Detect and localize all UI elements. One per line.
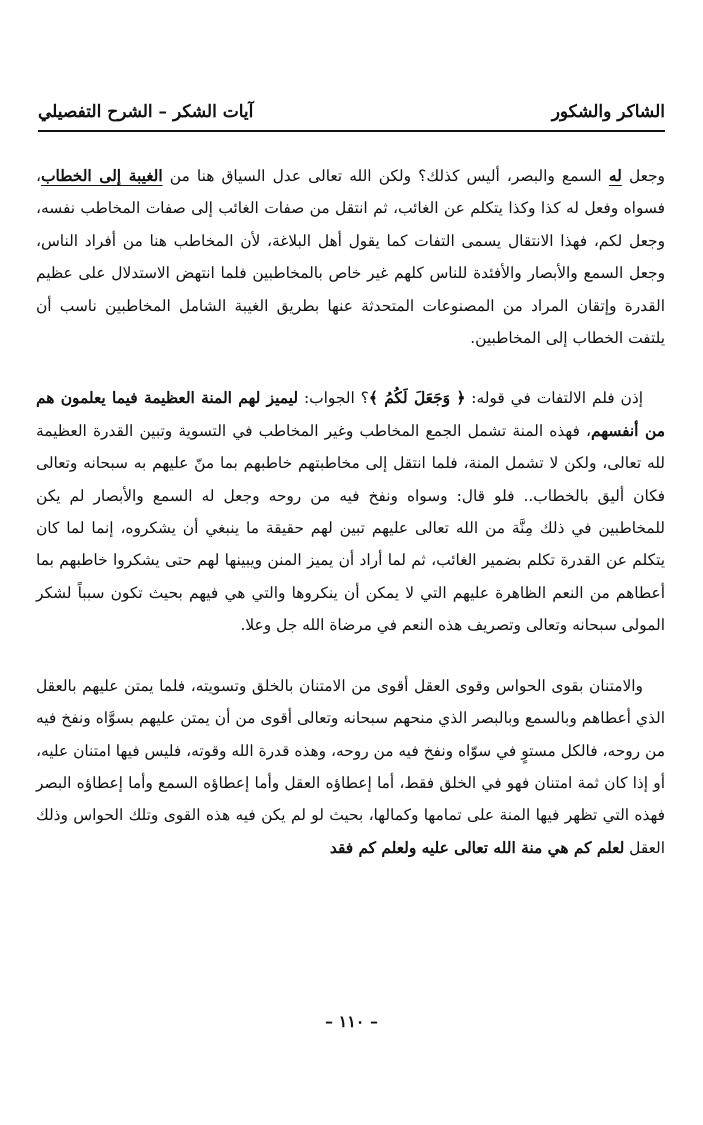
underlined-term: له [608,167,622,185]
bold-answer: ليميز لهم المنة العظيمة فيما يعلمون هم من أنفسهم [36,389,665,440]
page-number: – ١١٠ – [325,1012,378,1031]
paragraph-3: والامتنان بقوى الحواس وقوى العقل أقوى من الامتنان بالخلق وتسويته، فلما يمتن عليهم بالعقل الذي أعطاهم وبالسمع وبالبصر الذي منحهم سبحانه وتعالى أقوى من أن يمتن عليهم بسوَّاه ونفخ فيه من روحه، فالكل مستوٍ في سوّاه ونفخ فيه من روحه، وهذه قدرة الله وقوته، فليس فيها امتنان عليه، أو إذا كان ثمة امتنان فهو في الخلق فقط، أما إعطاؤه العقل وأما إعطاؤه السمع وأما إعطاؤه البصر فهذه التي تظهر فيها المنة على تمامها وكمالها، بحيث لو لم يكن فيه هذه القوى وتلك الحواس وذلك العقل لعلم كم هي منة الله تعالى عليه ولعلم كم فقد [36,676,665,857]
running-header [38,98,665,132]
paragraph-1: وجعل له السمع والبصر، أليس كذلك؟ ولكن الله تعالى عدل السياق هنا من الغيبة إلى الخطاب، فسواه وفعل له كذا وكذا يتكلم عن الغائب، ثم انتقل من صفات الغائب إلى صفات المخاطب نفسه، وجعل لكم، فهذا الانتقال يسمى التفات كما يقول أهل البلاغة، لأن المخاطب هنا من أفراد الناس، وجعل السمع والأبصار والأفئدة للناس كلهم غير خاص بالمخاطبين فلما انتهض الاستدلال على عظيم القدرة وإتقان المراد من المصنوعات المتحدثة عنها بطريق الغيبة الشامل المخاطبين ناسب أن يلتفت الخطاب إلى المخاطبين. [36,167,665,348]
section-title: آيات الشكر – الشرح التفصيلي [38,102,254,122]
paragraph-2: إذن فلم الالتفات في قوله: ﴿ وَجَعَلَ لَكُمُ ﴾؟ الجواب: ليميز لهم المنة العظيمة فيما يعلمون هم من أنفسهم، فهذه المنة تشمل الجمع المخاطب وغير المخاطب في التسوية وتبين القدرة العظيمة لله تعالى، ولكن لا تشمل المنة، فلما انتقل إلى مخاطبتهم خاطبهم بما منّ عليهم به سبحانه وتعالى فكان أليق بالخطاب.. فلو قال: وسواه ونفخ فيه من روحه وجعل له السمع والأبصار لم يكن للمخاطبين في ذلك مِنَّة من الله تعالى عليهم تبين لهم حقيقة ما ينبغي أن يشكروه، إنما لما كان يتكلم عن القدرة تكلم بضمير الغائب، ثم لما أراد أن يميز المنن ويبينها لهم حتى يشكروا خاطبهم بما أعطاهم من النعم الظاهرة عليهم التي لا يمكن أن ينكروها والتي هي فيهم بحيث تكون سبباً لشكر المولى سبحانه وتعالى وتصريف هذه النعم في مرضاة الله جل وعلا. [36,389,665,635]
quran-quote: ﴿ وَجَعَلَ لَكُمُ ﴾ [368,389,466,408]
underlined-term: الغيبة إلى الخطاب [40,167,163,185]
book-title: الشاكر والشكور [551,102,665,122]
page-body [36,160,665,864]
bold-emphasis: لعلم كم هي منة الله تعالى عليه ولعلم كم فقد [329,838,625,857]
